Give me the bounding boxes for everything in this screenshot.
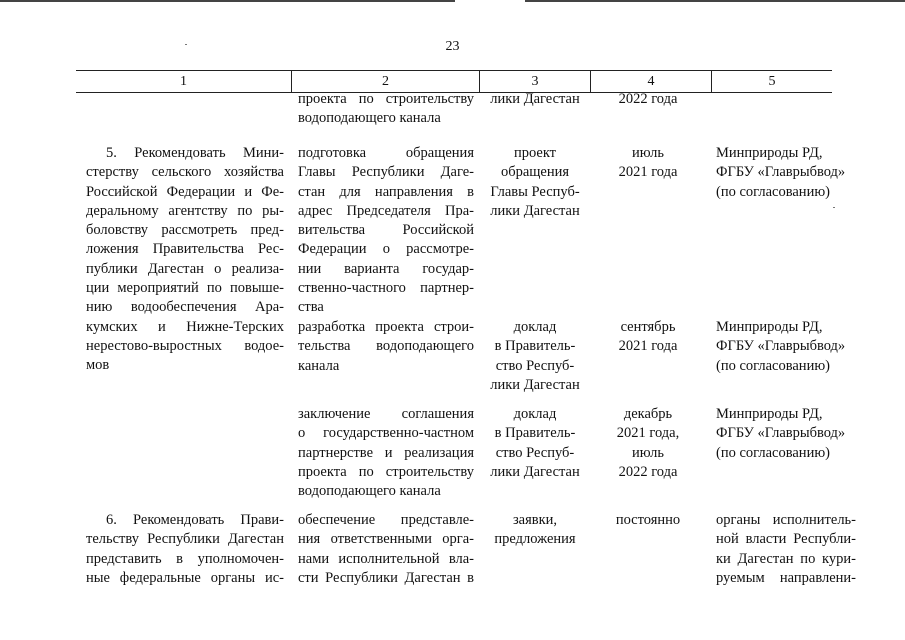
top-border-right: [525, 0, 905, 2]
column-number-4: 4: [647, 74, 655, 89]
item-5c-activity: заключение соглашения о государственно-частном партнерстве и реализация проекта по строительству водоподающего канала: [298, 406, 474, 500]
continuation-deadline: 2022 года: [618, 91, 678, 107]
item-6-result: заявки, предложения: [494, 512, 576, 548]
item-5-recommendation: 5. Рекомендовать Мини- стерству сельского хозяйства Российской Федерации и Фе- деральному агентству по ры- боловству рассмотреть пред- ложения Правительства Рес- публики Дагестан о реализа- ции мероприятий по повыше- нию водообеспечения Ара- кумских и Нижне-Терских нерестово-выростных водое- мов: [86, 145, 284, 374]
item-5a-activity: подготовка обращения Главы Республики Даге- стан для направления в адрес Председателя Пра- вительства Российской Федерации о рассмотре- нии варианта государ- ственно-частного партнер- ства: [298, 145, 474, 316]
continuation-result: лики Дагестан: [490, 91, 580, 107]
item-6-deadline: постоянно: [615, 512, 681, 528]
item-5c-deadline: декабрь 2021 года, июль 2022 года: [616, 406, 680, 480]
item-6-responsible: органы исполнитель- ной власти Республи- ки Дагестан по кури- руемым направлени-: [716, 512, 856, 586]
column-number-3: 3: [531, 74, 539, 89]
item-6-activity: обеспечение представле- ния ответственными орга- нами исполнительной вла- сти Республики Дагестан в: [298, 512, 474, 586]
item-5c-result: доклад в Правитель- ство Респуб- лики Дагестан: [490, 406, 580, 480]
column-number-2: 2: [382, 74, 389, 89]
column-number-1: 1: [180, 74, 187, 89]
item-5b-responsible: Минприроды РД, ФГБУ «Главрыбвод» (по согласованию): [716, 319, 846, 374]
item-6-recommendation: 6. Рекомендовать Прави- тельству Республики Дагестан представить в уполномочен- ные федеральные органы ис-: [86, 512, 284, 586]
item-5a-result: проект обращения Главы Респуб- лики Дагестан: [490, 145, 580, 219]
item-5b-deadline: сентябрь 2021 года: [618, 319, 678, 355]
item-5c-responsible: Минприроды РД, ФГБУ «Главрыбвод» (по согласованию): [716, 406, 846, 461]
scan-speck: [833, 207, 835, 208]
top-border-left: [0, 0, 455, 2]
item-5b-result: доклад в Правитель- ство Респуб- лики Дагестан: [490, 319, 580, 393]
item-5b-activity: разработка проекта строи- тельства водоподающего канала: [298, 319, 474, 374]
continuation-activity: проекта по строительству водоподающего канала: [298, 91, 474, 127]
page-number: 23: [445, 39, 460, 54]
item-5a-deadline: июль 2021 года: [618, 145, 678, 181]
item-5a-responsible: Минприроды РД, ФГБУ «Главрыбвод» (по согласованию): [716, 145, 846, 200]
column-number-5: 5: [768, 74, 776, 89]
